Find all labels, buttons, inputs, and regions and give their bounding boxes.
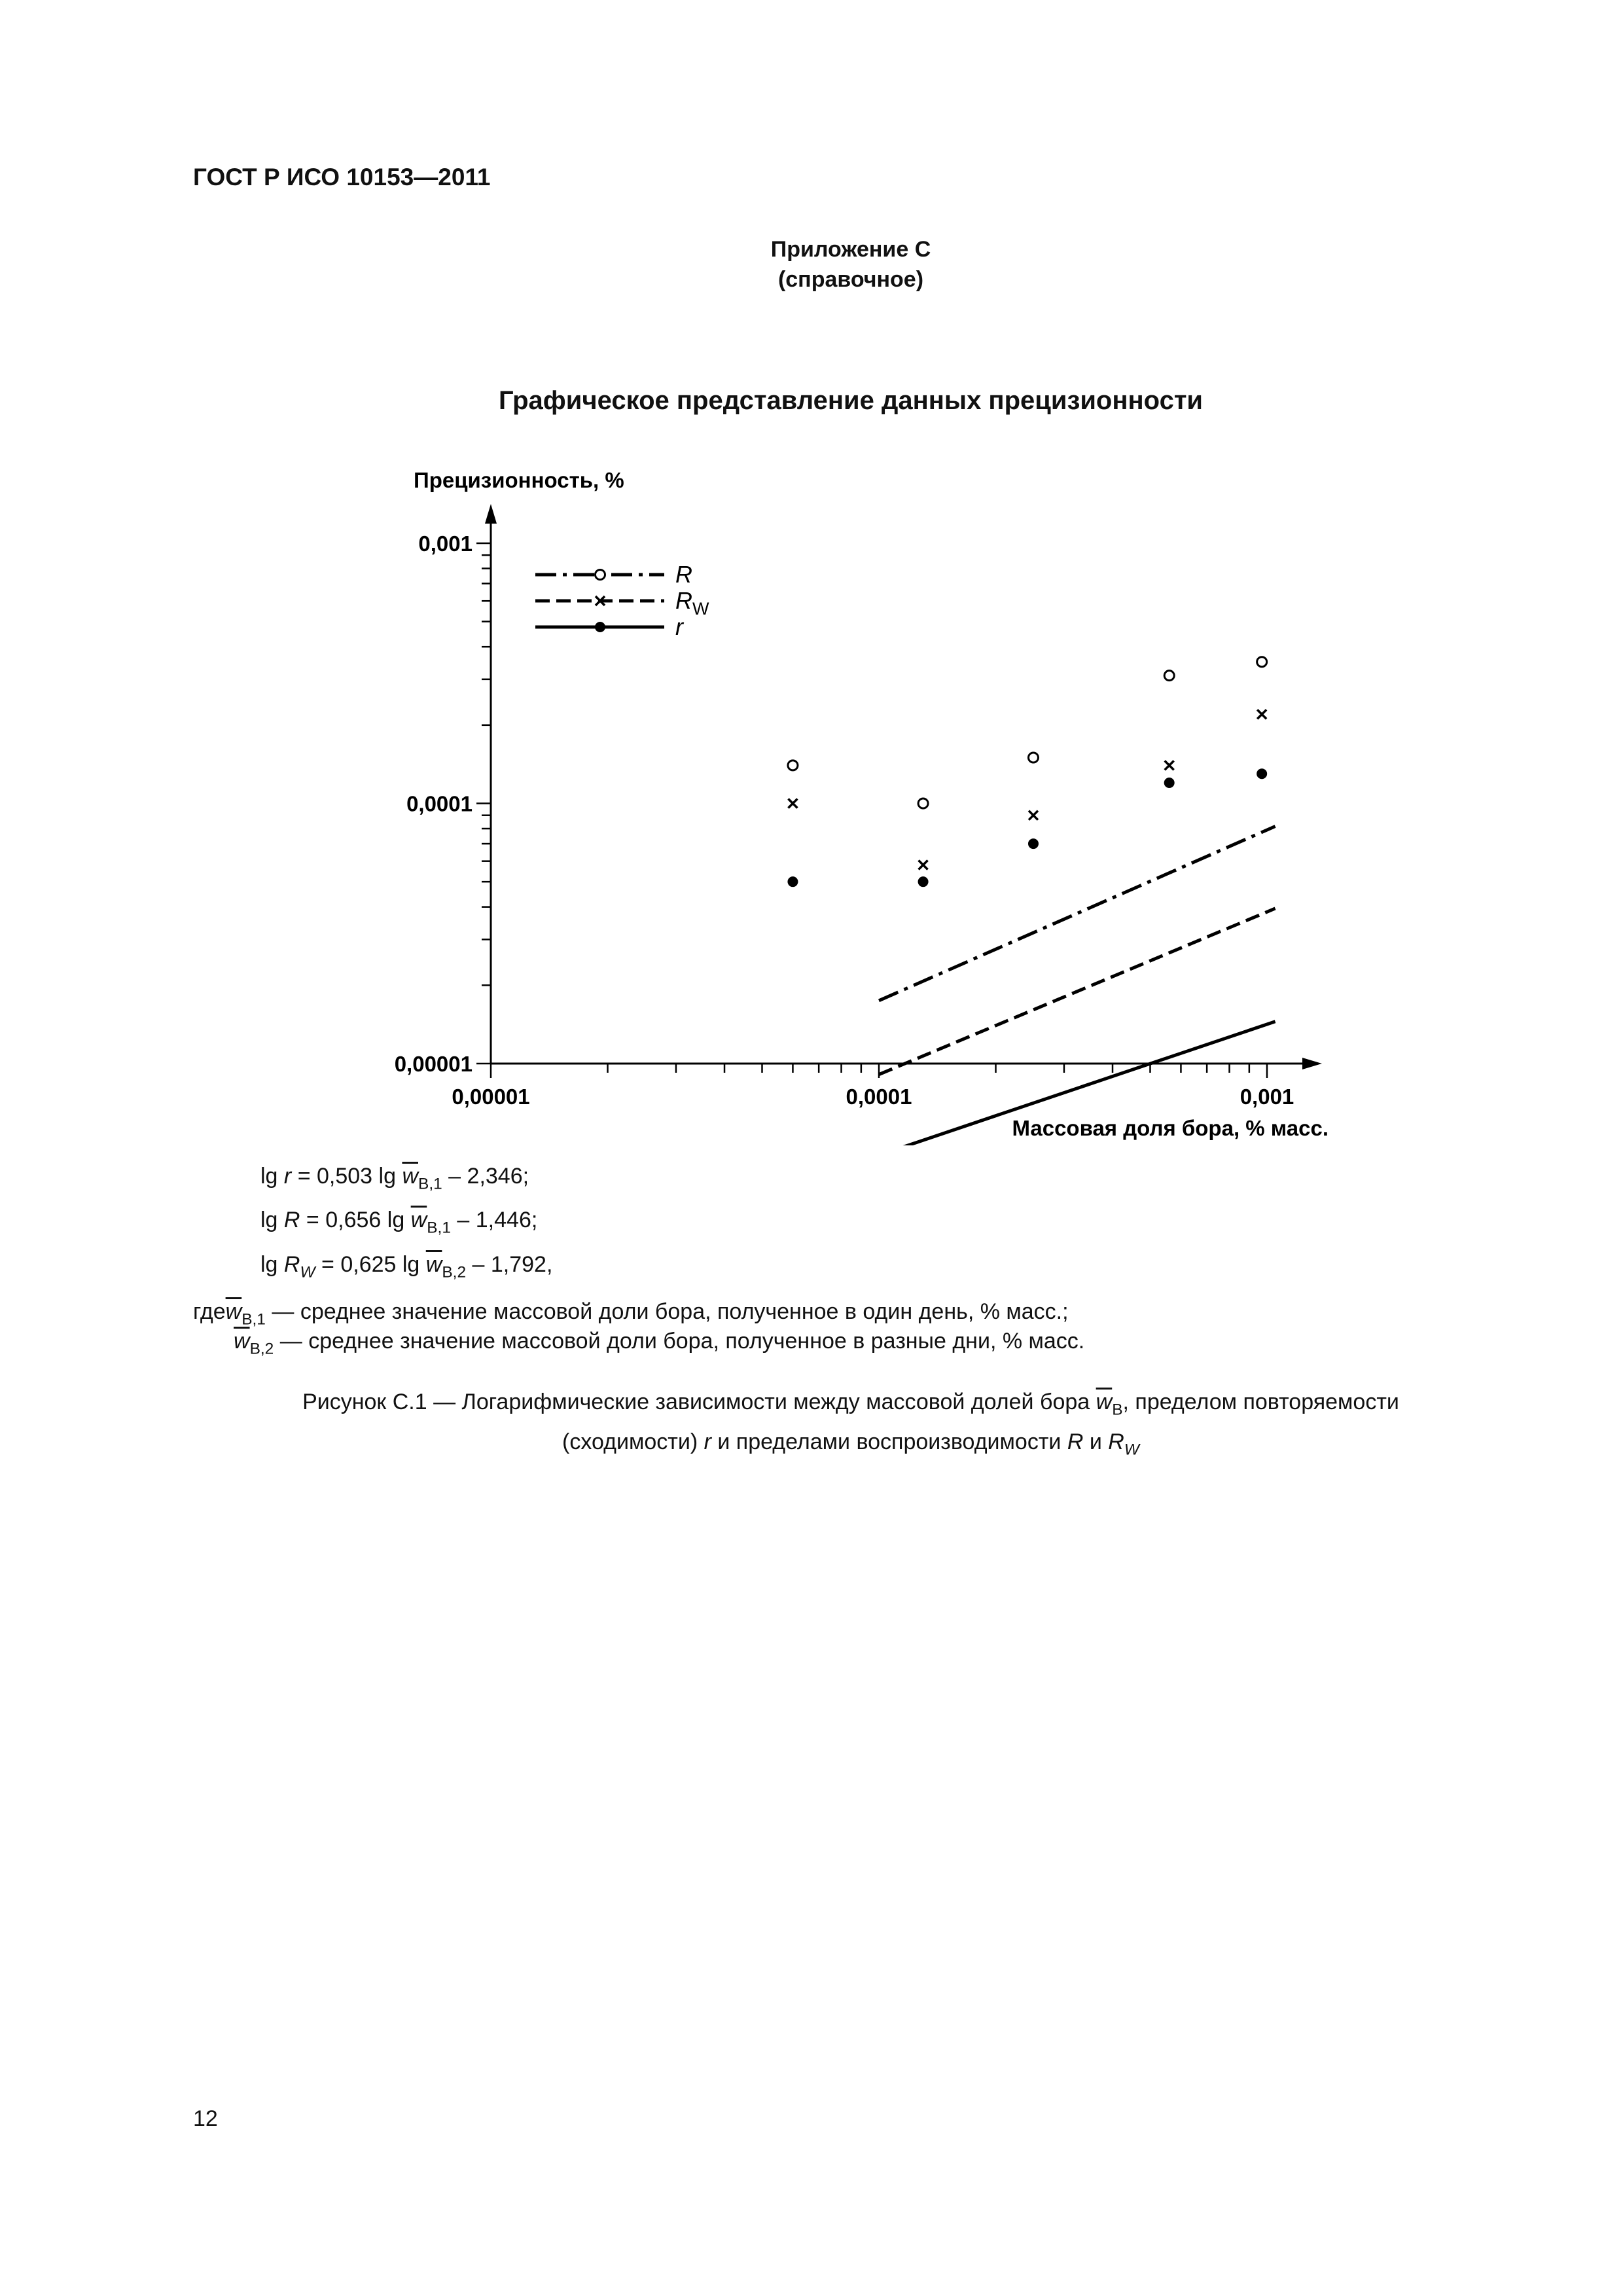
eq-mid: = 0,656 lg xyxy=(300,1208,411,1232)
data-point-r xyxy=(1257,657,1267,667)
eq-sub: B,1 xyxy=(418,1175,442,1193)
where-prefix: где xyxy=(193,1299,226,1324)
data-point-rw xyxy=(1257,709,1266,719)
caption-text: (сходимости) xyxy=(562,1429,704,1454)
caption-sub: B xyxy=(1112,1401,1123,1419)
figure-title: Графическое представление данных прецизионности xyxy=(498,386,1204,415)
legend-label-rw: $R_W$ xyxy=(675,587,709,619)
x-tick-label: 0,00001 xyxy=(452,1085,530,1109)
legend-marker-r xyxy=(596,570,605,580)
where-sub: B,1 xyxy=(241,1310,266,1329)
data-point-r xyxy=(788,761,798,770)
eq-sub: B,2 xyxy=(442,1263,467,1282)
eq-mid: = 0,625 lg xyxy=(315,1252,426,1277)
where-line-1 xyxy=(193,1299,1069,1329)
figure-caption xyxy=(196,1386,1505,1465)
regression-line-r xyxy=(879,827,1275,1001)
caption-text: и пределами воспроизводимости xyxy=(711,1429,1067,1454)
appendix-line-1: Приложение С xyxy=(770,237,931,262)
caption-R: R xyxy=(1067,1429,1084,1454)
eq-lg: lg xyxy=(260,1164,278,1189)
x-tick-label: 0,001 xyxy=(1240,1085,1294,1109)
data-point-r xyxy=(1257,768,1267,779)
data-point-rw xyxy=(1029,811,1038,820)
data-point-rw xyxy=(1165,761,1174,770)
regression-lines xyxy=(879,827,1275,1145)
eq-w: $\overline{w}$ xyxy=(425,1252,442,1277)
eq-lg: lg xyxy=(260,1208,278,1232)
equation-R xyxy=(260,1208,537,1238)
equation-r xyxy=(260,1164,529,1194)
caption-Rw-sub: W xyxy=(1124,1441,1139,1459)
eq-var-sub: W xyxy=(300,1263,315,1282)
regression-line-rw xyxy=(879,908,1275,1075)
caption-line-2 xyxy=(196,1426,1505,1466)
caption-text: , пределом повторяемости xyxy=(1122,1390,1399,1414)
eq-rhs: – 1,792, xyxy=(466,1252,553,1277)
equation-Rw xyxy=(260,1252,552,1282)
eq-w: $\overline{w}$ xyxy=(402,1164,418,1189)
appendix-label xyxy=(654,234,1047,295)
page-number: 12 xyxy=(193,2106,218,2131)
legend-marker-r xyxy=(595,622,605,632)
eq-w: $\overline{w}$ xyxy=(410,1208,427,1232)
precision-chart xyxy=(366,458,1348,1145)
eq-rhs: – 1,446; xyxy=(450,1208,538,1232)
x-axis-label: Массовая доля бора, % масс. xyxy=(1012,1116,1329,1140)
eq-rhs: – 2,346; xyxy=(442,1164,529,1189)
data-point-r xyxy=(918,798,928,808)
data-point-rw xyxy=(919,861,928,870)
legend-label-r: r xyxy=(675,613,683,640)
where-text: — среднее значение массовой доли бора, полученное в разные дни, % масс. xyxy=(274,1329,1085,1354)
caption-line-1 xyxy=(196,1386,1505,1426)
data-point-r xyxy=(1164,778,1175,788)
x-axis-arrow xyxy=(1302,1058,1322,1069)
caption-w: $\overline{w}$ xyxy=(1096,1390,1113,1414)
legend-label-r: R xyxy=(675,561,692,588)
data-point-r xyxy=(918,876,929,887)
data-point-r xyxy=(1028,753,1038,762)
caption-text: и xyxy=(1083,1429,1109,1454)
chart-axes xyxy=(485,504,1322,1069)
caption-r: r xyxy=(704,1429,711,1454)
where-w: $\overline{w}$ xyxy=(234,1329,250,1354)
eq-lg: lg xyxy=(260,1252,278,1277)
where-sub: B,2 xyxy=(249,1340,274,1358)
where-w: $\overline{w}$ xyxy=(225,1299,242,1324)
eq-var: R xyxy=(283,1252,300,1277)
data-point-r xyxy=(1028,838,1039,849)
eq-sub: B,1 xyxy=(427,1219,451,1237)
y-axis-arrow xyxy=(485,504,497,524)
data-point-r xyxy=(1164,671,1174,681)
data-points xyxy=(787,657,1267,887)
document-header: ГОСТ Р ИСО 10153—2011 xyxy=(193,164,491,190)
y-tick-label: 0,001 xyxy=(418,531,473,556)
y-tick-label: 0,00001 xyxy=(394,1052,473,1076)
chart-ticks xyxy=(395,531,1294,1109)
caption-text: Рисунок С.1 — Логарифмические зависимости между массовой долей бора xyxy=(302,1390,1096,1414)
data-point-rw xyxy=(788,799,797,808)
data-point-r xyxy=(787,876,798,887)
where-line-2 xyxy=(234,1329,1084,1359)
eq-var: r xyxy=(283,1164,292,1189)
caption-Rw: R xyxy=(1108,1429,1124,1454)
eq-var: R xyxy=(283,1208,300,1232)
where-text: — среднее значение массовой доли бора, полученное в один день, % масс.; xyxy=(265,1299,1069,1324)
eq-mid: = 0,503 lg xyxy=(291,1164,402,1189)
y-axis-label: Прецизионность, % xyxy=(414,468,624,492)
y-tick-label: 0,0001 xyxy=(406,791,473,816)
appendix-line-2: (справочное) xyxy=(777,267,924,292)
chart-legend xyxy=(535,561,709,640)
x-tick-label: 0,0001 xyxy=(846,1085,912,1109)
